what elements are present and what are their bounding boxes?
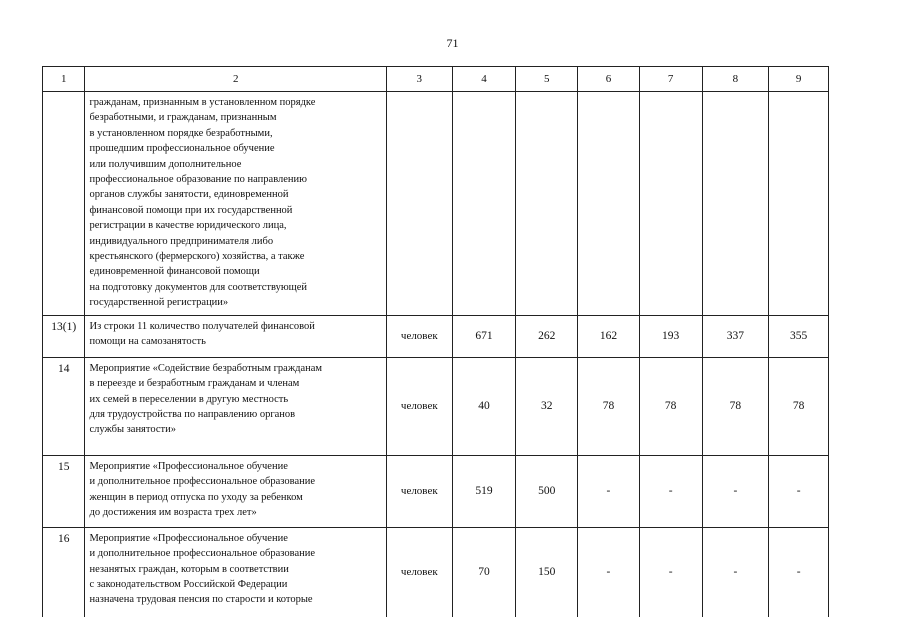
row-number: 14 bbox=[43, 357, 85, 455]
row-description bbox=[85, 527, 386, 617]
row-description bbox=[85, 357, 386, 455]
value-col-7: 193 bbox=[639, 315, 702, 357]
value-cell bbox=[702, 92, 769, 316]
value-cell bbox=[578, 92, 640, 316]
text-line: Мероприятие «Профессиональное обучение bbox=[89, 532, 288, 544]
text-line: индивидуального предпринимателя либо bbox=[89, 235, 274, 247]
value-col-7: - bbox=[639, 455, 702, 527]
row-number: 16 bbox=[43, 527, 85, 617]
text-line: или получившим дополнительное bbox=[89, 158, 242, 170]
header-col-9: 9 bbox=[769, 67, 829, 92]
row-unit: человек bbox=[386, 315, 452, 357]
text-line: Мероприятие «Профессиональное обучение bbox=[89, 460, 288, 472]
header-col-7: 7 bbox=[639, 67, 702, 92]
text-line: для трудоустройства по направлению органов bbox=[89, 408, 296, 420]
text-line: в установленном порядке безработными, bbox=[89, 127, 273, 139]
text-line: на подготовку документов для соответствующей bbox=[89, 281, 308, 293]
text-line: безработными, и гражданам, признанным bbox=[89, 112, 277, 124]
header-col-8: 8 bbox=[702, 67, 769, 92]
row-number: 13(1) bbox=[43, 315, 85, 357]
header-col-4: 4 bbox=[452, 67, 516, 92]
text-line: назначена трудовая пенсия по старости и которые bbox=[89, 594, 313, 606]
text-line: Мероприятие «Содействие безработным гражданам bbox=[89, 362, 323, 374]
text-line: их семей в переселении в другую местность bbox=[89, 393, 289, 405]
text-line: регистрации в качестве юридического лица, bbox=[89, 220, 287, 232]
header-col-6: 6 bbox=[578, 67, 640, 92]
table-row-14 bbox=[43, 357, 829, 455]
row-number-cell bbox=[43, 92, 85, 316]
value-col-5: 150 bbox=[516, 527, 578, 617]
value-col-5: 262 bbox=[516, 315, 578, 357]
value-col-9: 78 bbox=[769, 357, 829, 455]
text-line: службы занятости» bbox=[89, 424, 176, 436]
value-col-7: 78 bbox=[639, 357, 702, 455]
text-line: незанятых граждан, которым в соответствии bbox=[89, 563, 289, 575]
text-line: органов службы занятости, единовременной bbox=[89, 189, 289, 201]
value-col-6: - bbox=[578, 455, 640, 527]
text-line: и дополнительное профессиональное образование bbox=[89, 548, 316, 560]
table-row-16 bbox=[43, 527, 829, 617]
header-col-3: 3 bbox=[386, 67, 452, 92]
text-line: в переезде и безработным гражданам и членам bbox=[89, 378, 300, 390]
text-line: женщин в период отпуска по уходу за ребенком bbox=[89, 491, 303, 503]
data-table bbox=[42, 66, 829, 617]
text-line: гражданам, признанным в установленном порядке bbox=[89, 97, 316, 108]
text-line: и дополнительное профессиональное образование bbox=[89, 476, 316, 488]
value-col-6: 78 bbox=[578, 357, 640, 455]
value-cell bbox=[769, 92, 829, 316]
value-cell bbox=[452, 92, 516, 316]
table-row-15 bbox=[43, 455, 829, 527]
row-number: 15 bbox=[43, 455, 85, 527]
value-col-8: 337 bbox=[702, 315, 769, 357]
value-col-6: 162 bbox=[578, 315, 640, 357]
text-line: прошедшим профессиональное обучение bbox=[89, 143, 275, 155]
value-col-4: 519 bbox=[452, 455, 516, 527]
value-col-6: - bbox=[578, 527, 640, 617]
text-line: до достижения им возраста трех лет» bbox=[89, 506, 257, 518]
table-row-13-1 bbox=[43, 315, 829, 357]
header-col-1: 1 bbox=[43, 67, 85, 92]
text-line: помощи на самозанятость bbox=[89, 336, 206, 348]
value-cell bbox=[639, 92, 702, 316]
value-col-4: 70 bbox=[452, 527, 516, 617]
row-unit: человек bbox=[386, 357, 452, 455]
value-col-9: 355 bbox=[769, 315, 829, 357]
value-cell bbox=[516, 92, 578, 316]
value-col-5: 500 bbox=[516, 455, 578, 527]
value-col-9: - bbox=[769, 527, 829, 617]
text-line: финансовой помощи при их государственной bbox=[89, 204, 293, 216]
value-col-4: 671 bbox=[452, 315, 516, 357]
table-row-continuation bbox=[43, 92, 829, 316]
value-col-8: - bbox=[702, 455, 769, 527]
text-line: государственной регистрации» bbox=[89, 297, 229, 309]
unit-cell bbox=[386, 92, 452, 316]
text-line: крестьянского (фермерского) хозяйства, а также bbox=[89, 251, 305, 263]
text-line: Из строки 11 количество получателей финансовой bbox=[89, 320, 315, 332]
value-col-7: - bbox=[639, 527, 702, 617]
row-description bbox=[85, 455, 386, 527]
text-line: профессиональное образование по направлению bbox=[89, 174, 308, 186]
header-row bbox=[43, 67, 829, 92]
page-number: 71 bbox=[446, 36, 459, 50]
value-col-9: - bbox=[769, 455, 829, 527]
row-description bbox=[85, 92, 386, 316]
row-unit: человек bbox=[386, 455, 452, 527]
header-col-2: 2 bbox=[85, 67, 386, 92]
value-col-5: 32 bbox=[516, 357, 578, 455]
value-col-8: - bbox=[702, 527, 769, 617]
value-col-8: 78 bbox=[702, 357, 769, 455]
value-col-4: 40 bbox=[452, 357, 516, 455]
row-description bbox=[85, 315, 386, 357]
header-col-5: 5 bbox=[516, 67, 578, 92]
row-unit: человек bbox=[386, 527, 452, 617]
text-line: с законодательством Российской Федерации bbox=[89, 578, 288, 590]
text-line: единовременной финансовой помощи bbox=[89, 266, 260, 278]
